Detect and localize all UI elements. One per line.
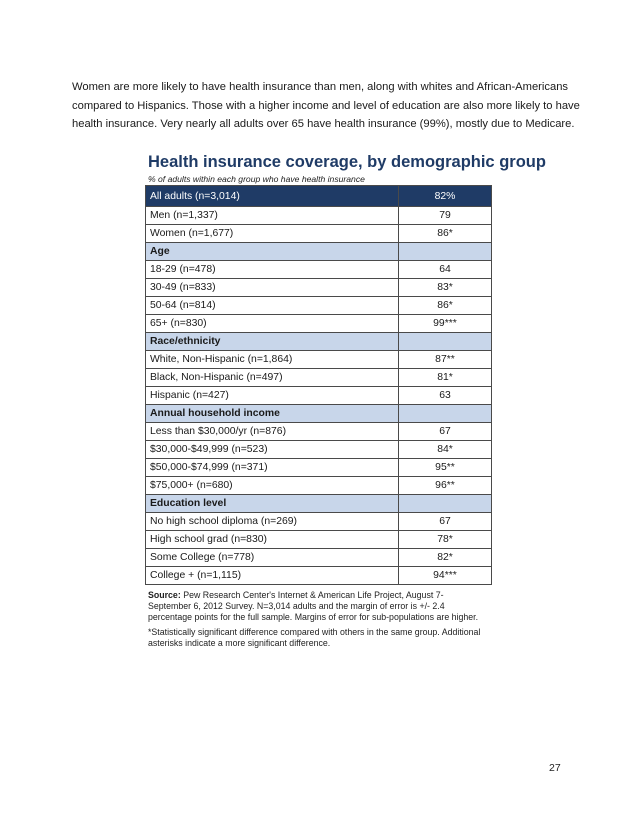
row-label: 18-29 (n=478) [146,261,399,279]
row-label: College + (n=1,115) [146,567,399,585]
row-value: 84* [399,441,492,459]
row-value: 86* [399,297,492,315]
table-row [146,351,492,369]
table-row [146,261,492,279]
row-label: White, Non-Hispanic (n=1,864) [146,351,399,369]
intro-line-2: compared to Hispanics. Those with a higher income and level of education are also more likely to have [72,99,580,112]
row-value: 67 [399,513,492,531]
source-note [148,590,483,623]
row-value: 82* [399,549,492,567]
row-value: 99*** [399,315,492,333]
row-label: Women (n=1,677) [146,225,399,243]
section-header-row [146,243,492,261]
coverage-table [145,185,492,585]
section-label: Age [146,243,399,261]
table-row [146,567,492,585]
table-subtitle: % of adults within each group who have health insurance [148,174,365,184]
section-header-row [146,333,492,351]
page-number: 27 [549,762,561,774]
row-value: 96** [399,477,492,495]
table-row [146,513,492,531]
row-label: Some College (n=778) [146,549,399,567]
row-value: 81* [399,369,492,387]
table-row [146,279,492,297]
row-value: 64 [399,261,492,279]
section-value [399,333,492,351]
row-label: 65+ (n=830) [146,315,399,333]
table-row [146,477,492,495]
significance-note: *Statistically significant difference compared with others in the same group. Additional asterisks indicate a more significant difference. [148,627,481,648]
row-value: 94*** [399,567,492,585]
table-row [146,459,492,477]
intro-line-1: Women are more likely to have health insurance than men, along with whites and African-Americans [72,81,569,93]
row-value: 78* [399,531,492,549]
table-title: Health insurance coverage, by demographic group [148,153,546,171]
row-value: 86* [399,225,492,243]
row-label: Less than $30,000/yr (n=876) [146,423,399,441]
section-value [399,495,492,513]
source-text: Pew Research Center's Internet & American Life Project, August 7-September 6, 2012 Survey. N=3,014 adults and the margin of error is +/- 2.4 percentage points for the full sample. Margins of error for sub-populations are higher. [148,590,479,622]
section-header-row [146,405,492,423]
table-header-row [146,186,492,207]
row-label: 50-64 (n=814) [146,297,399,315]
row-value: 67 [399,423,492,441]
row-label: High school grad (n=830) [146,531,399,549]
table-row [146,549,492,567]
source-label: Source: [148,590,181,600]
section-value [399,243,492,261]
table-notes [148,590,483,653]
table-row [146,207,492,225]
row-label: No high school diploma (n=269) [146,513,399,531]
row-value: 63 [399,387,492,405]
row-label: $30,000-$49,999 (n=523) [146,441,399,459]
row-value: 87** [399,351,492,369]
row-label: $50,000-$74,999 (n=371) [146,459,399,477]
section-label: Race/ethnicity [146,333,399,351]
section-label: Education level [146,495,399,513]
row-label: Men (n=1,337) [146,207,399,225]
intro-paragraph [72,78,580,134]
section-header-row [146,495,492,513]
header-label: All adults (n=3,014) [146,186,399,207]
row-label: Hispanic (n=427) [146,387,399,405]
section-value [399,405,492,423]
intro-line-3: health insurance. Very nearly all adults over 65 have health insurance (99%), mostly due to Medicare. [72,118,575,130]
table-row [146,423,492,441]
table-row [146,441,492,459]
row-value: 79 [399,207,492,225]
row-label: 30-49 (n=833) [146,279,399,297]
header-value: 82% [399,186,492,207]
table-row [146,369,492,387]
row-value: 83* [399,279,492,297]
row-label: Black, Non-Hispanic (n=497) [146,369,399,387]
table-row [146,531,492,549]
section-label: Annual household income [146,405,399,423]
table-row [146,387,492,405]
table-row [146,315,492,333]
row-value: 95** [399,459,492,477]
row-label: $75,000+ (n=680) [146,477,399,495]
table-row [146,297,492,315]
table-row [146,225,492,243]
